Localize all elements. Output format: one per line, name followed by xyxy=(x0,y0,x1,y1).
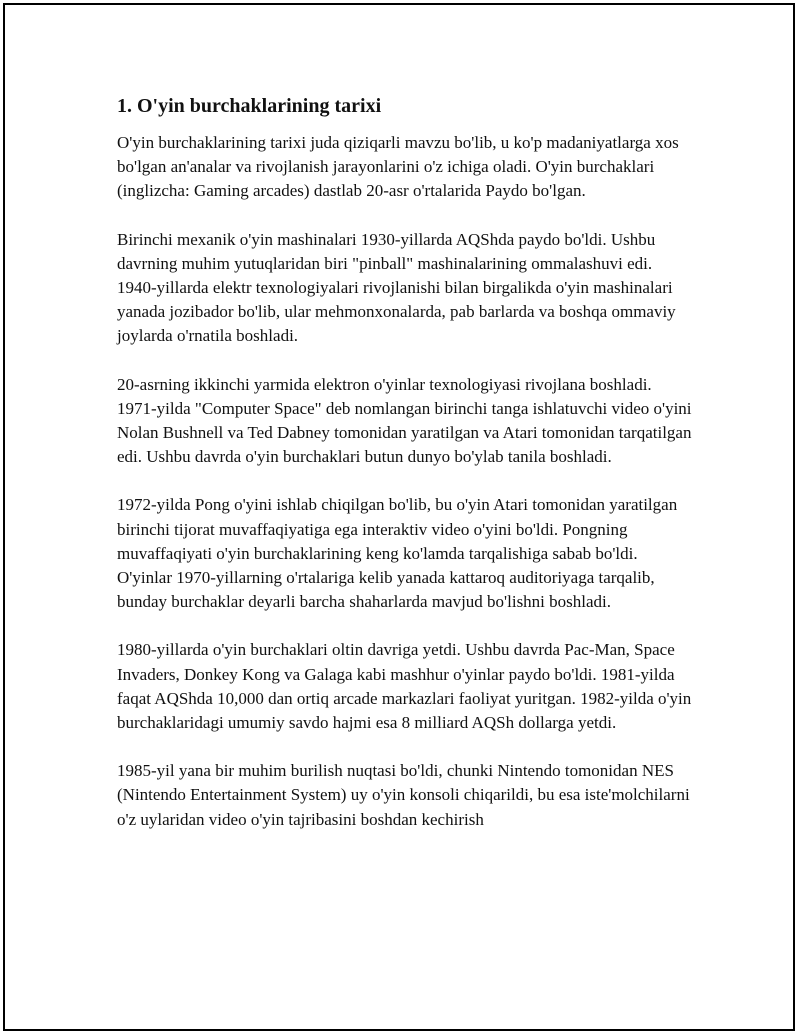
paragraph-pong: 1972-yilda Pong o'yini ishlab chiqilgan bo'lib, bu o'yin Atari tomonidan yaratilgan birinchi tijorat muvaffaqiyatiga ega interaktiv video o'yini bo'ldi. Pongning muvaffaqiyati o'yin burchaklarining keng ko'lamda tarqalishiga sabab bo'ldi. O'yinlar 1970-yillarning o'rtalariga kelib yanada kattaroq auditoriyaga tarqalib, bunday burchaklar deyarli barcha shaharlarda mavjud bo'lishni boshladi. xyxy=(117,495,678,612)
paragraph-golden-age: 1980-yillarda o'yin burchaklari oltin davriga yetdi. Ushbu davrda Pac-Man, Space Invaders, Donkey Kong va Galaga kabi mashhur o'yinlar paydo bo'ldi. 1981-yilda faqat AQShda 10,000 dan ortiq arcade markazlari faoliyat yuritgan. 1982-yilda o'yin burchaklaridagi umumiy savdo hajmi esa 8 milliard AQSh dollarga yetdi. xyxy=(117,640,692,733)
section-heading: 1. O'yin burchaklarining tarixi xyxy=(117,95,382,117)
paragraph-nes: 1985-yil yana bir muhim burilish nuqtasi bo'ldi, chunki Nintendo tomonidan NES (Nintendo Entertainment System) uy o'yin konsoli chiqarildi, bu esa iste'molchilarni o'z uylaridan video o'yin tajribasini boshdan kechirish xyxy=(117,761,690,829)
paragraph-intro: O'yin burchaklarining tarixi juda qiziqarli mavzu bo'lib, u ko'p madaniyatlarga xos bo'lgan an'analar va rivojlanish jarayonlarini o'z ichiga oladi. O'yin burchaklari (inglizcha: Gaming arcades) dastlab 20-asr o'rtalarida Paydo bo'lgan. xyxy=(117,133,679,201)
paragraph-mechanical-machines: Birinchi mexanik o'yin mashinalari 1930-yillarda AQShda paydo bo'ldi. Ushbu davrning muhim yutuqlaridan biri "pinball" mashinalarining ommalashuvi edi. 1940-yillarda elektr texnologiyalari rivojlanishi bilan birgalikda o'yin mashinalari yanada jozibador bo'lib, ular mehmonxonalarda, pab barlarda va boshqa ommaviy joylarda o'rnatila boshladi. xyxy=(117,229,676,346)
paragraph-electronic-games: 20-asrning ikkinchi yarmida elektron o'yinlar texnologiyasi rivojlana boshladi. 1971-yilda "Computer Space" deb nomlangan birinchi tanga ishlatuvchi video o'yini Nolan Bushnell va Ted Dabney tomonidan yaratilgan va Atari tomonidan tarqatilgan edi. Ushbu davrda o'yin burchaklari butun dunyo bo'ylab tanila boshladi. xyxy=(117,374,692,467)
document-body xyxy=(117,93,692,856)
